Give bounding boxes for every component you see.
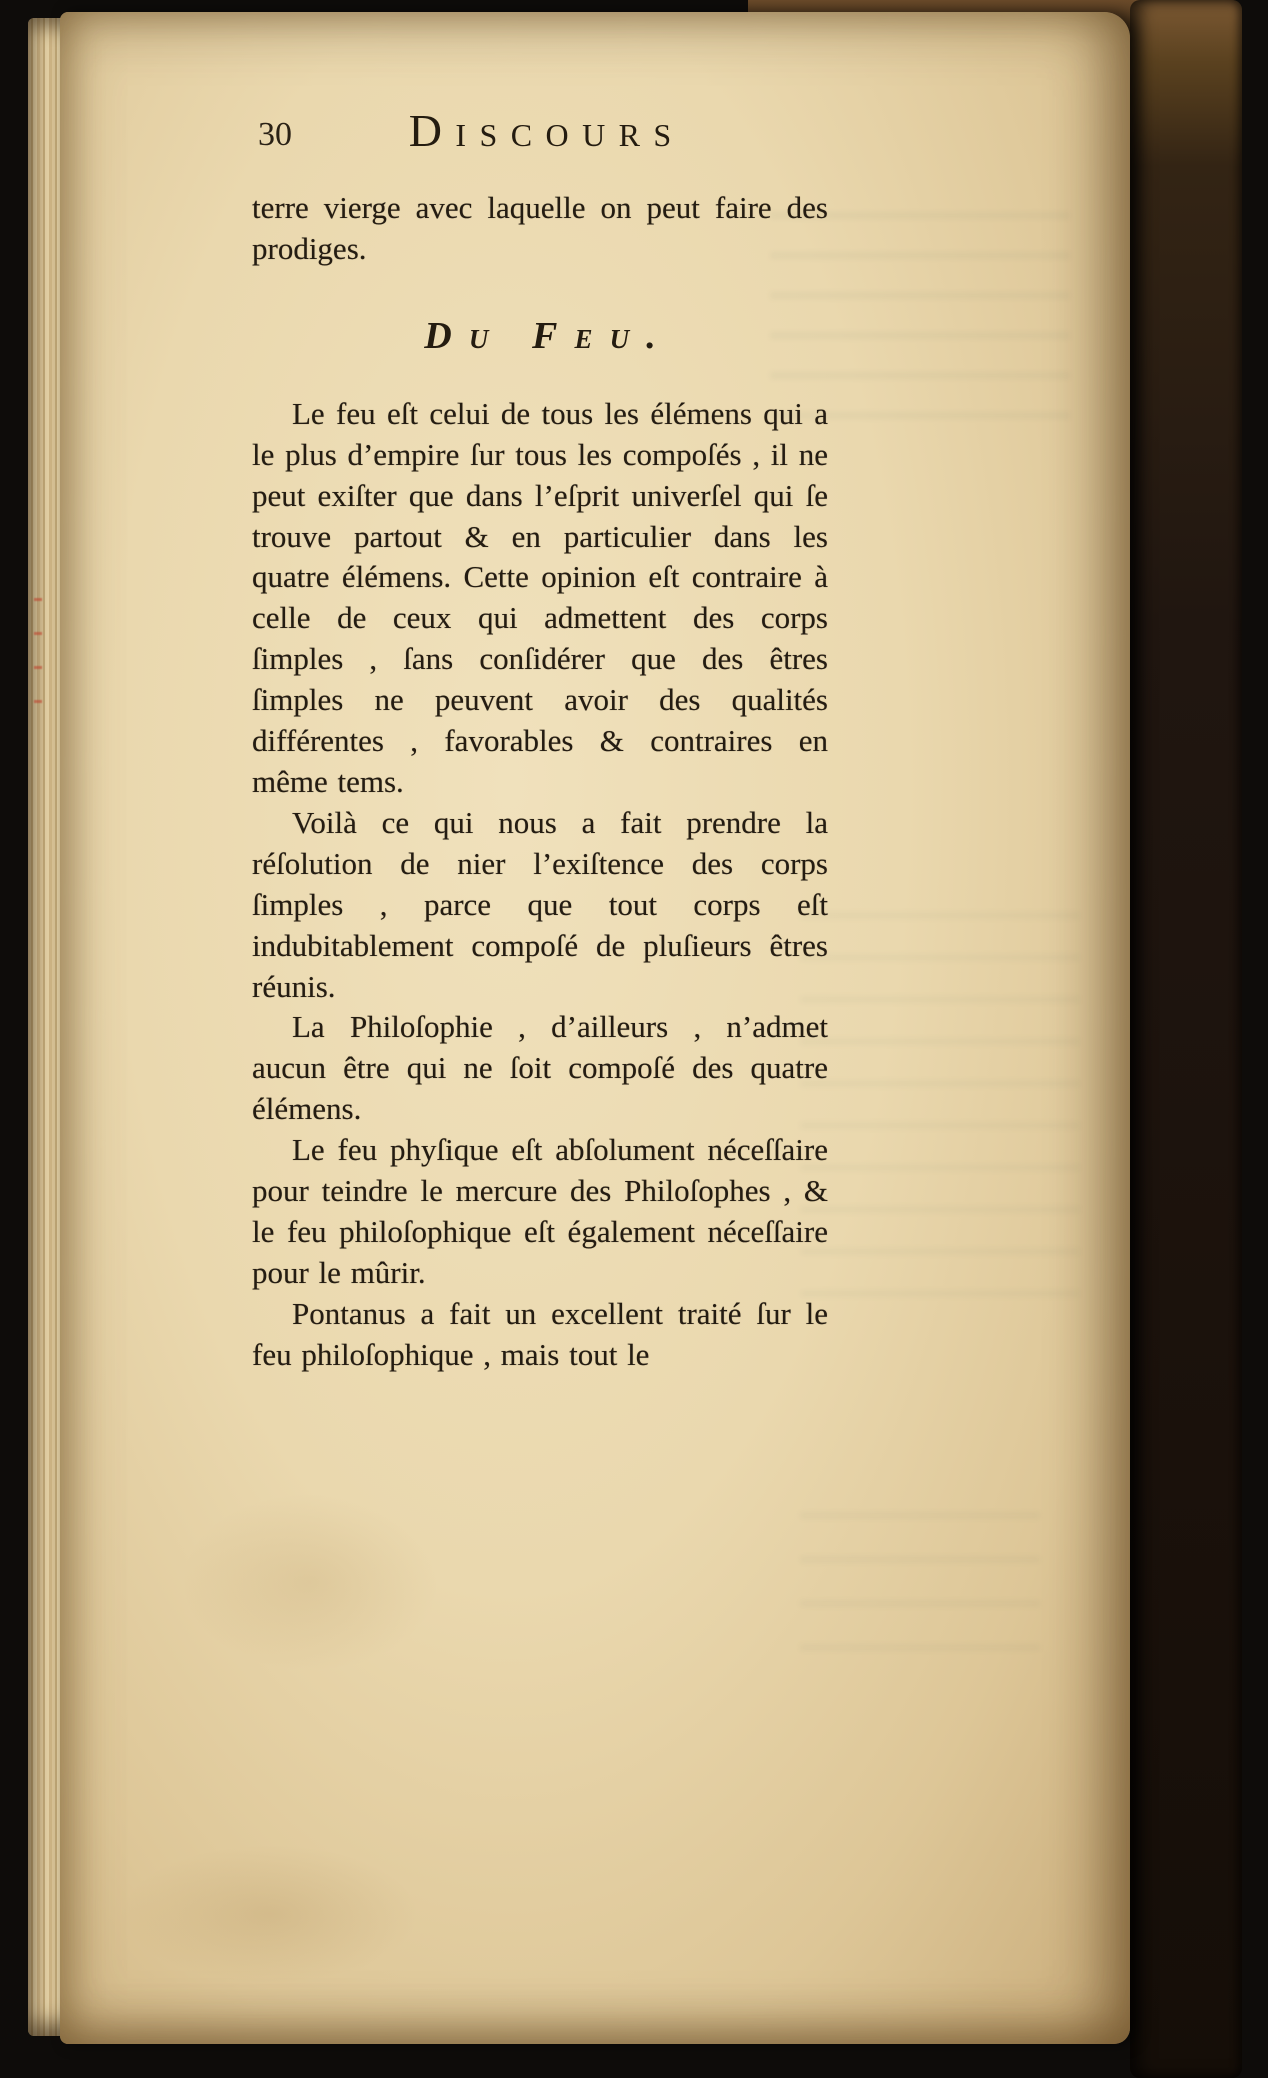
paragraph-continuation: terre vierge avec laquelle on peut faire des prodiges. bbox=[252, 190, 828, 266]
running-title: DISCOURS bbox=[408, 105, 685, 156]
paragraph: Le feu phyſique eſt abſolument néceſſaire pour teindre le mercure des Philoſophes , & le feu philoſophique eſt également néceſſaire pour le mûrir. bbox=[252, 1132, 828, 1290]
section-heading: Du Feu. bbox=[424, 314, 673, 357]
text-column bbox=[252, 104, 828, 1376]
bleed-through-text bbox=[800, 1512, 1040, 1652]
paragraph: Voilà ce qui nous a fait prendre la réſolution de nier l’exiſtence des corps ſimples , parce que tout corps eſt indubitablement compoſé de pluſieurs êtres réunis. bbox=[252, 804, 828, 1004]
paragraph: La Philoſophie , d’ailleurs , n’admet aucun être qui ne ſoit compoſé des quatre élémens. bbox=[252, 1009, 828, 1127]
page-number: 30 bbox=[258, 116, 292, 153]
paragraph: Pontanus a fait un excellent traité ſur le feu philoſophique , mais tout le bbox=[252, 1295, 828, 1372]
paragraph: Le feu eſt celui de tous les élémens qui a le plus d’empire ſur tous les compoſés , il ne peut exiſter que dans l’eſprit univerſel qui ſe trouve partout & en particulier dans les quatre élémens. Cette opinion eſt contraire à celle de ceux qui admettent des corps ſimples , ſans conſidérer que des êtres ſimples ne peuvent avoir des qualités différentes , favorables & contraires en même tems. bbox=[252, 395, 828, 799]
bleed-through-text bbox=[800, 912, 1080, 1312]
edge-marks bbox=[34, 598, 42, 718]
paper-stain bbox=[120, 1844, 420, 1984]
page-header bbox=[252, 104, 828, 162]
paper-stain bbox=[180, 1492, 440, 1672]
book-page bbox=[60, 12, 1130, 2044]
book-spine bbox=[1130, 0, 1242, 2078]
